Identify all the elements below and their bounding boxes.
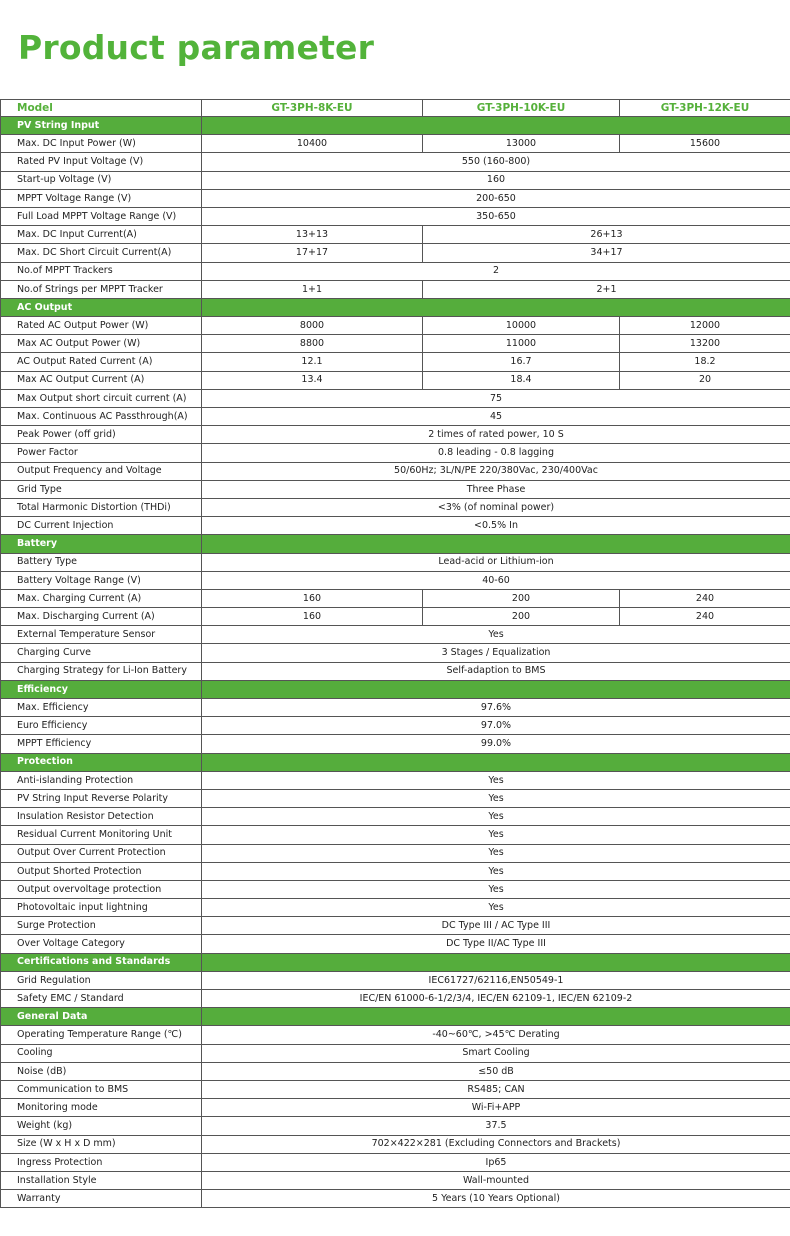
spec-label: Max. Charging Current (A) xyxy=(1,589,202,607)
spec-row xyxy=(1,408,790,426)
section-header-fill xyxy=(202,298,790,316)
spec-row xyxy=(1,280,790,298)
section-title: Efficiency xyxy=(1,680,202,698)
spec-value: -40~60℃, >45℃ Derating xyxy=(202,1026,790,1044)
spec-label: Warranty xyxy=(1,1190,202,1208)
spec-row xyxy=(1,226,790,244)
spec-value: 16.7 xyxy=(423,353,620,371)
section-title: Protection xyxy=(1,753,202,771)
spec-label: Max. DC Input Current(A) xyxy=(1,226,202,244)
spec-value: Self-adaption to BMS xyxy=(202,662,790,680)
spec-row xyxy=(1,498,790,516)
spec-row xyxy=(1,153,790,171)
spec-value: 702×422×281 (Excluding Connectors and Brackets) xyxy=(202,1135,790,1153)
spec-value: 350-650 xyxy=(202,207,790,225)
spec-value: 10000 xyxy=(423,317,620,335)
section-header-fill xyxy=(202,1008,790,1026)
spec-value: 550 (160-800) xyxy=(202,153,790,171)
section-title: PV String Input xyxy=(1,117,202,135)
spec-value: 240 xyxy=(620,589,790,607)
spec-label: Max AC Output Power (W) xyxy=(1,335,202,353)
spec-row xyxy=(1,1044,790,1062)
spec-value: Ip65 xyxy=(202,1153,790,1171)
spec-table xyxy=(0,99,790,1208)
spec-label: Photovoltaic input lightning xyxy=(1,899,202,917)
spec-label: Max. Discharging Current (A) xyxy=(1,608,202,626)
spec-label: Output overvoltage protection xyxy=(1,880,202,898)
spec-value: 20 xyxy=(620,371,790,389)
spec-label: Insulation Resistor Detection xyxy=(1,808,202,826)
section-header-fill xyxy=(202,753,790,771)
spec-row xyxy=(1,917,790,935)
section-header-fill xyxy=(202,117,790,135)
spec-value: Yes xyxy=(202,826,790,844)
spec-value: 5 Years (10 Years Optional) xyxy=(202,1190,790,1208)
spec-row xyxy=(1,990,790,1008)
spec-value: 200-650 xyxy=(202,189,790,207)
spec-label: Full Load MPPT Voltage Range (V) xyxy=(1,207,202,225)
spec-value: 50/60Hz; 3L/N/PE 220/380Vac, 230/400Vac xyxy=(202,462,790,480)
spec-label: Max. DC Short Circuit Current(A) xyxy=(1,244,202,262)
spec-label: Over Voltage Category xyxy=(1,935,202,953)
spec-row xyxy=(1,899,790,917)
spec-row xyxy=(1,1117,790,1135)
spec-value: DC Type II/AC Type III xyxy=(202,935,790,953)
spec-label: Battery Type xyxy=(1,553,202,571)
spec-value: 17+17 xyxy=(202,244,423,262)
spec-value: 8000 xyxy=(202,317,423,335)
spec-row xyxy=(1,880,790,898)
spec-row xyxy=(1,262,790,280)
spec-value: Yes xyxy=(202,626,790,644)
spec-value: 13200 xyxy=(620,335,790,353)
model-name: GT-3PH-12K-EU xyxy=(620,100,790,117)
spec-row xyxy=(1,935,790,953)
spec-label: Noise (dB) xyxy=(1,1062,202,1080)
section-header-fill xyxy=(202,953,790,971)
spec-value: 2+1 xyxy=(423,280,790,298)
spec-label: Operating Temperature Range (℃) xyxy=(1,1026,202,1044)
spec-value: <3% (of nominal power) xyxy=(202,498,790,516)
spec-row xyxy=(1,826,790,844)
spec-row xyxy=(1,717,790,735)
spec-value: 18.4 xyxy=(423,371,620,389)
page-title: Product parameter xyxy=(18,28,375,67)
spec-label: Max Output short circuit current (A) xyxy=(1,389,202,407)
spec-row xyxy=(1,207,790,225)
spec-label: Max. Efficiency xyxy=(1,699,202,717)
spec-value: 97.0% xyxy=(202,717,790,735)
spec-value: Wi-Fi+APP xyxy=(202,1099,790,1117)
section-header-row xyxy=(1,535,790,553)
section-title: Certifications and Standards xyxy=(1,953,202,971)
spec-label: Ingress Protection xyxy=(1,1153,202,1171)
spec-row xyxy=(1,480,790,498)
spec-row xyxy=(1,735,790,753)
section-header-row xyxy=(1,753,790,771)
spec-row xyxy=(1,808,790,826)
spec-row xyxy=(1,771,790,789)
spec-row xyxy=(1,608,790,626)
spec-value: 160 xyxy=(202,589,423,607)
spec-label: DC Current Injection xyxy=(1,517,202,535)
spec-row xyxy=(1,426,790,444)
spec-value: Yes xyxy=(202,844,790,862)
model-header-row xyxy=(1,100,790,117)
spec-value: <0.5% In xyxy=(202,517,790,535)
spec-row xyxy=(1,1171,790,1189)
spec-label: External Temperature Sensor xyxy=(1,626,202,644)
spec-value: Three Phase xyxy=(202,480,790,498)
spec-label: Installation Style xyxy=(1,1171,202,1189)
spec-row xyxy=(1,662,790,680)
spec-value: IEC61727/62116,EN50549-1 xyxy=(202,971,790,989)
spec-label: MPPT Voltage Range (V) xyxy=(1,189,202,207)
spec-value: Smart Cooling xyxy=(202,1044,790,1062)
spec-value: 26+13 xyxy=(423,226,790,244)
spec-row xyxy=(1,553,790,571)
section-header-row xyxy=(1,298,790,316)
spec-value: 2 xyxy=(202,262,790,280)
spec-label: Start-up Voltage (V) xyxy=(1,171,202,189)
spec-value: RS485; CAN xyxy=(202,1080,790,1098)
section-title: AC Output xyxy=(1,298,202,316)
spec-row xyxy=(1,644,790,662)
spec-label: Surge Protection xyxy=(1,917,202,935)
spec-value: 75 xyxy=(202,389,790,407)
spec-label: Output Frequency and Voltage xyxy=(1,462,202,480)
spec-row xyxy=(1,589,790,607)
section-header-fill xyxy=(202,535,790,553)
spec-row xyxy=(1,135,790,153)
spec-value: Wall-mounted xyxy=(202,1171,790,1189)
spec-value: Yes xyxy=(202,789,790,807)
spec-value: 160 xyxy=(202,171,790,189)
spec-row xyxy=(1,1153,790,1171)
spec-row xyxy=(1,699,790,717)
spec-label: Charging Curve xyxy=(1,644,202,662)
spec-label: Anti-islanding Protection xyxy=(1,771,202,789)
spec-value: IEC/EN 61000-6-1/2/3/4, IEC/EN 62109-1, IEC/EN 62109-2 xyxy=(202,990,790,1008)
spec-label: Monitoring mode xyxy=(1,1099,202,1117)
spec-row xyxy=(1,389,790,407)
spec-label: Power Factor xyxy=(1,444,202,462)
spec-label: Max. DC Input Power (W) xyxy=(1,135,202,153)
spec-value: 1+1 xyxy=(202,280,423,298)
spec-label: No.of MPPT Trackers xyxy=(1,262,202,280)
spec-value: ≤50 dB xyxy=(202,1062,790,1080)
spec-row xyxy=(1,335,790,353)
spec-value: 34+17 xyxy=(423,244,790,262)
spec-value: 200 xyxy=(423,608,620,626)
spec-value: 0.8 leading - 0.8 lagging xyxy=(202,444,790,462)
spec-label: Weight (kg) xyxy=(1,1117,202,1135)
spec-row xyxy=(1,1062,790,1080)
spec-value: Yes xyxy=(202,899,790,917)
model-name: GT-3PH-8K-EU xyxy=(202,100,423,117)
section-header-row xyxy=(1,953,790,971)
spec-value: 12000 xyxy=(620,317,790,335)
spec-row xyxy=(1,444,790,462)
spec-row xyxy=(1,844,790,862)
section-header-row xyxy=(1,1008,790,1026)
spec-value: Lead-acid or Lithium-ion xyxy=(202,553,790,571)
spec-value: 13.4 xyxy=(202,371,423,389)
spec-value: 10400 xyxy=(202,135,423,153)
spec-value: 99.0% xyxy=(202,735,790,753)
spec-label: PV String Input Reverse Polarity xyxy=(1,789,202,807)
spec-label: No.of Strings per MPPT Tracker xyxy=(1,280,202,298)
spec-label: Max AC Output Current (A) xyxy=(1,371,202,389)
spec-value: 13000 xyxy=(423,135,620,153)
section-title: General Data xyxy=(1,1008,202,1026)
spec-label: Size (W x H x D mm) xyxy=(1,1135,202,1153)
spec-value: 45 xyxy=(202,408,790,426)
spec-label: Max. Continuous AC Passthrough(A) xyxy=(1,408,202,426)
spec-row xyxy=(1,789,790,807)
section-header-fill xyxy=(202,680,790,698)
spec-value: Yes xyxy=(202,862,790,880)
spec-row xyxy=(1,189,790,207)
spec-label: Grid Regulation xyxy=(1,971,202,989)
spec-value: 37.5 xyxy=(202,1117,790,1135)
spec-value: 2 times of rated power, 10 S xyxy=(202,426,790,444)
spec-label: Cooling xyxy=(1,1044,202,1062)
spec-label: Communication to BMS xyxy=(1,1080,202,1098)
spec-value: 200 xyxy=(423,589,620,607)
spec-label: AC Output Rated Current (A) xyxy=(1,353,202,371)
spec-row xyxy=(1,1099,790,1117)
spec-label: MPPT Efficiency xyxy=(1,735,202,753)
spec-row xyxy=(1,371,790,389)
spec-label: Euro Efficiency xyxy=(1,717,202,735)
spec-value: Yes xyxy=(202,808,790,826)
spec-row xyxy=(1,1026,790,1044)
spec-row xyxy=(1,517,790,535)
spec-value: 3 Stages / Equalization xyxy=(202,644,790,662)
spec-value: 160 xyxy=(202,608,423,626)
spec-label: Residual Current Monitoring Unit xyxy=(1,826,202,844)
spec-value: 11000 xyxy=(423,335,620,353)
spec-value: 240 xyxy=(620,608,790,626)
section-header-row xyxy=(1,117,790,135)
spec-label: Total Harmonic Distortion (THDi) xyxy=(1,498,202,516)
spec-row xyxy=(1,171,790,189)
section-header-row xyxy=(1,680,790,698)
spec-value: 8800 xyxy=(202,335,423,353)
spec-value: 13+13 xyxy=(202,226,423,244)
spec-value: 18.2 xyxy=(620,353,790,371)
spec-label: Output Shorted Protection xyxy=(1,862,202,880)
spec-row xyxy=(1,1080,790,1098)
spec-label: Battery Voltage Range (V) xyxy=(1,571,202,589)
spec-value: 15600 xyxy=(620,135,790,153)
spec-table-body xyxy=(1,100,790,1208)
spec-label: Grid Type xyxy=(1,480,202,498)
spec-row xyxy=(1,862,790,880)
spec-value: 40-60 xyxy=(202,571,790,589)
spec-row xyxy=(1,462,790,480)
spec-label: Output Over Current Protection xyxy=(1,844,202,862)
spec-label: Safety EMC / Standard xyxy=(1,990,202,1008)
model-name: GT-3PH-10K-EU xyxy=(423,100,620,117)
spec-row xyxy=(1,626,790,644)
spec-value: 97.6% xyxy=(202,699,790,717)
spec-row xyxy=(1,571,790,589)
spec-value: Yes xyxy=(202,880,790,898)
model-header-label: Model xyxy=(1,100,202,117)
spec-row xyxy=(1,1135,790,1153)
spec-value: 12.1 xyxy=(202,353,423,371)
spec-label: Charging Strategy for Li-Ion Battery xyxy=(1,662,202,680)
spec-row xyxy=(1,353,790,371)
spec-row xyxy=(1,317,790,335)
spec-label: Rated AC Output Power (W) xyxy=(1,317,202,335)
spec-row xyxy=(1,244,790,262)
spec-label: Rated PV Input Voltage (V) xyxy=(1,153,202,171)
section-title: Battery xyxy=(1,535,202,553)
spec-value: DC Type III / AC Type III xyxy=(202,917,790,935)
spec-row xyxy=(1,971,790,989)
spec-row xyxy=(1,1190,790,1208)
spec-label: Peak Power (off grid) xyxy=(1,426,202,444)
spec-value: Yes xyxy=(202,771,790,789)
